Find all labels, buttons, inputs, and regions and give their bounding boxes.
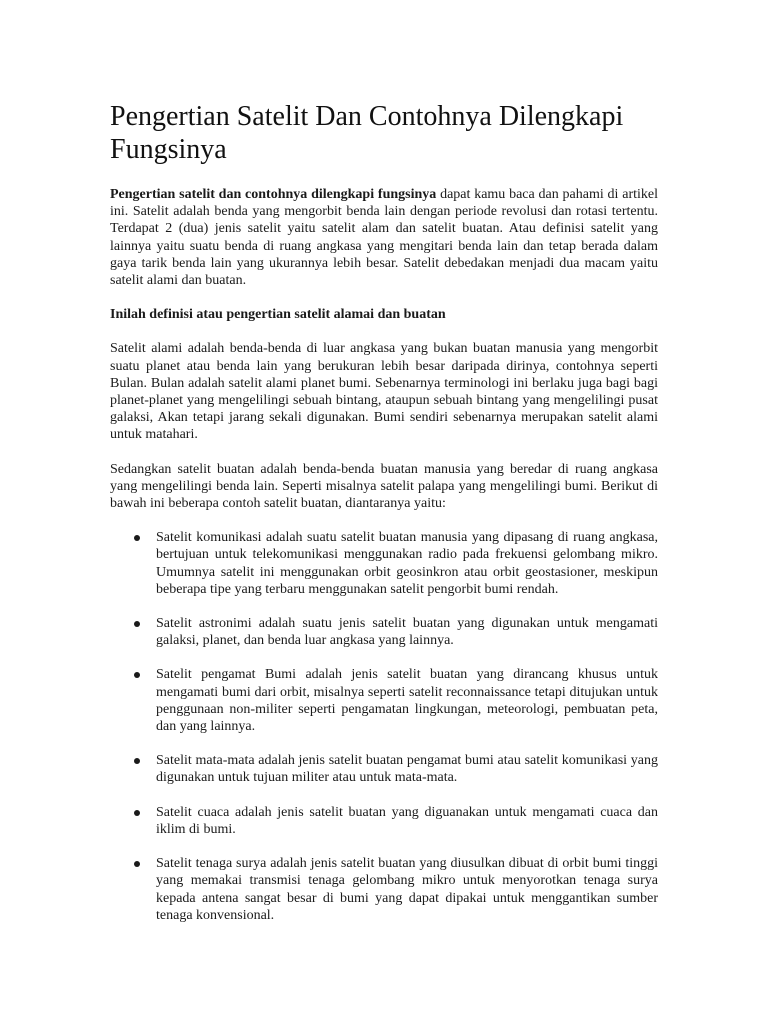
- bullet-icon: [134, 861, 140, 867]
- intro-paragraph: [110, 186, 658, 289]
- intro-text: dapat kamu baca dan pahami di artikel ini. Satelit adalah benda yang mengorbit benda lain dengan periode revolusi dan rotasi tertentu. Terdapat 2 (dua) jenis satelit yaitu satelit alam dan satelit buatan. Atau definisi satelit yang lainnya yaitu suatu benda di ruang angkasa yang mengitari benda lain dan tetap berada dalam gaya tarik benda lain yang ukurannya lebih besar. Satelit debedakan menjadi dua macam yaitu satelit alami dan buatan.: [110, 187, 659, 289]
- bullet-icon: [134, 758, 140, 764]
- bullet-icon: [134, 621, 140, 627]
- list-item-text: Satelit cuaca adalah jenis satelit buatan yang diguanakan untuk mengamati cuaca dan iklim di bumi.: [156, 804, 658, 837]
- list-item-text: Satelit astronimi adalah suatu jenis satelit buatan yang digunakan untuk mengamati galaksi, planet, dan benda luar angkasa yang lainnya.: [156, 616, 658, 649]
- list-item: [110, 855, 658, 924]
- intro-bold-lead: Pengertian satelit dan contohnya dilengkapi fungsinya: [110, 187, 437, 202]
- list-item: [110, 666, 658, 735]
- section-subheading: Inilah definisi atau pengertian satelit alamai dan buatan: [110, 307, 446, 323]
- list-item: [110, 752, 658, 786]
- list-item: [110, 529, 658, 598]
- list-item-text: Satelit pengamat Bumi adalah jenis satelit buatan yang dirancang khusus untuk mengamati bumi dari orbit, misalnya seperti satelit reconnaissance tetapi ditujukan untuk penggunaan non-militer seperti pengamatan lingkungan, meteorologi, pembuatan peta, dan yang lainnya.: [156, 667, 658, 735]
- paragraph-satelit-alami: Satelit alami adalah benda-benda di luar angkasa yang bukan buatan manusia yang mengorbit suatu planet atau benda lain yang berukuran lebih besar daripada dirinya, contohnya seperti Bulan. Bulan adalah satelit alami planet bumi. Sebenarnya terminologi ini berlaku juga bagi bagi planet-planet yang mengelilingi sebuah bintang, ataupun sebuah bintang yang mengelilingi pusat galaksi, Akan tetapi jarang sekali digunakan. Bumi sendiri sebenarnya merupakan satelit alami untuk matahari.: [110, 341, 658, 443]
- document-page: [110, 100, 658, 941]
- list-item-text: Satelit tenaga surya adalah jenis satelit buatan yang diusulkan dibuat di orbit bumi tinggi yang memakai transmisi tenaga gelombang mikro untuk menyorotkan tenaga surya kepada antena sangat besar di bumi yang dapat dipakai untuk menggantikan sumber tenaga konvensional.: [156, 856, 658, 923]
- list-item-text: Satelit mata-mata adalah jenis satelit buatan pengamat bumi atau satelit komunikasi yang digunakan untuk tujuan militer atau untuk mata-mata.: [156, 753, 658, 786]
- list-item: [110, 615, 658, 649]
- bullet-icon: [134, 535, 140, 541]
- document-title: Pengertian Satelit Dan Contohnya Dilengkapi Fungsinya: [110, 101, 624, 165]
- list-item-text: Satelit komunikasi adalah suatu satelit buatan manusia yang dipasang di ruang angkasa, bertujuan untuk telekomunikasi menggunakan radio pada frekuensi gelombang mikro. Umumnya satelit ini menggunakan orbit geosinkron atau orbit geostasioner, meskipun beberapa tipe yang terbaru menggunakan satelit pengorbit bumi rendah.: [156, 530, 658, 597]
- bullet-icon: [134, 672, 140, 678]
- paragraph-satelit-buatan: Sedangkan satelit buatan adalah benda-benda buatan manusia yang beredar di ruang angkasa yang mengelilingi benda lain. Seperti misalnya satelit palapa yang mengelilingi bumi. Berikut di bawah ini beberapa contoh satelit buatan, diantaranya yaitu:: [110, 461, 658, 512]
- satellite-types-list: [110, 529, 658, 924]
- bullet-icon: [134, 810, 140, 816]
- list-item: [110, 804, 658, 838]
